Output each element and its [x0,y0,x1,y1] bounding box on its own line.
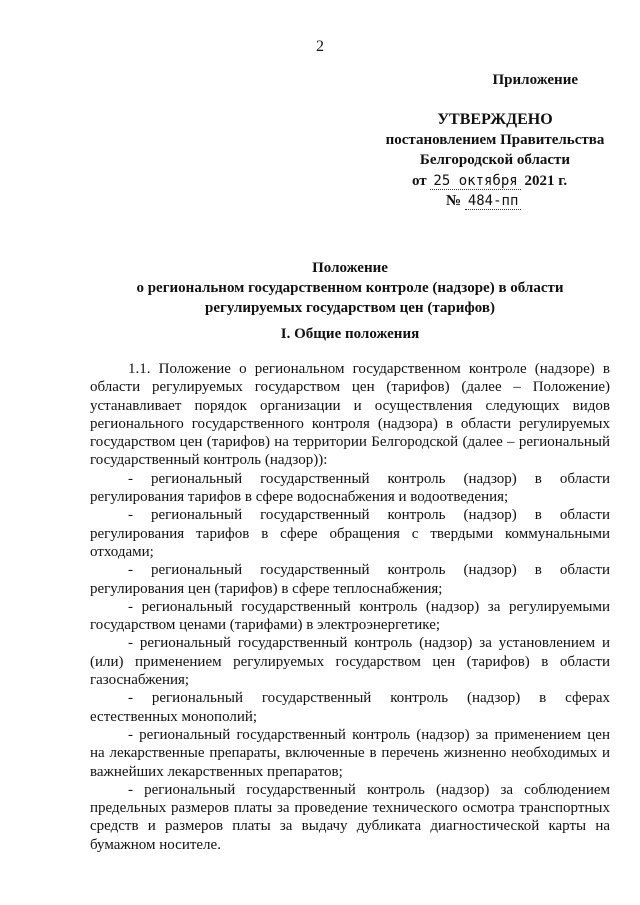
list-item: - региональный государственный контроль (надзор) в области регулирования тарифов в сфере обращения с твердыми коммунальными отходами; [90,507,610,560]
date-value: 25 октября [430,173,520,190]
date-prefix: от [412,173,427,189]
approval-line-2: Белгородской области [419,152,571,168]
number-value: 484-пп [465,193,522,210]
list-item: - региональный государственный контроль (надзор) в сферах естественных монополий; [90,690,610,725]
list-item: - региональный государственный контроль (надзор) за регулируемыми государством ценами (тарифами) в электроэнергетике; [90,598,610,634]
list-item: - региональный государственный контроль (надзор) за соблюдением предельных размеров платы за проведение технического осмотра транспортных средств и размеров платы за выдачу дубликата диагностической карты на бумажном носителе. [90,781,610,853]
title-line-3: регулируемых государством цен (тарифов) [205,300,495,316]
approved-label: УТВЕРЖДЕНО [437,111,553,128]
appendix-label: Приложение [492,72,578,88]
paragraph-intro: 1.1. Положение о региональном государственном контроле (надзоре) в области регулируемых государством цен (тарифов) (далее – Положение) устанавливает порядок организации и осуществления следующих видов регионального государственного контроля (надзора) в области регулируемых государством цен (тарифов) на территории Белгородской (далее – региональный государственный контроль (надзор)): [90,361,610,469]
approval-number [380,191,620,211]
section-heading: I. Общие положения [280,326,420,342]
title-line-1: Положение [312,260,388,276]
list-item: - региональный государственный контроль (надзор) за установлением и (или) применением регулируемых государством цен (тарифов) в области газоснабжения; [90,635,610,689]
approval-date [380,171,620,191]
document-title [90,258,610,318]
approval-block [380,70,620,211]
document-body [90,360,610,854]
title-line-2: о региональном государственном контроле (надзоре) в области [136,280,564,296]
page-number: 2 [316,38,324,55]
list-item: - региональный государственный контроль (надзор) за применением цен на лекарственные препараты, включенные в перечень жизненно необходимых и важнейших лекарственных препаратов; [90,726,610,780]
approval-line-1: постановлением Правительства [385,132,605,148]
list-item: - региональный государственный контроль (надзор) в области регулирования тарифов в сфере водоснабжения и водоотведения; [90,470,610,506]
number-prefix: № [446,193,462,209]
list-item: - региональный государственный контроль (надзор) в области регулирования цен (тарифов) в сфере теплоснабжения; [90,562,610,597]
date-year: 2021 г. [524,173,568,189]
